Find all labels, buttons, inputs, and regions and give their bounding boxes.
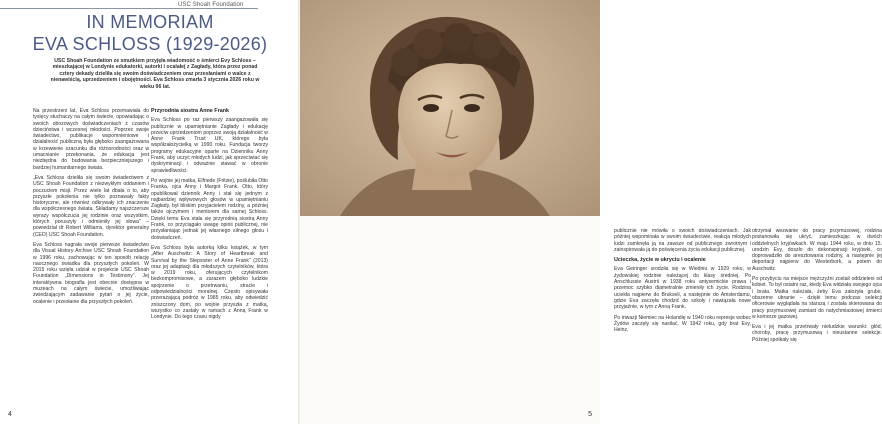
section-label: USC Shoah Foundation	[178, 2, 244, 8]
paragraph: Na przestrzeni lat, Eva Schloss przemawiała do tysięcy słuchaczy na całym świecie, opowiadając o swoich obozowych doświadczeniach z czasów dzieciństwa i wczesnej młodości. Poprzez swoje świadectwo, publikacje wspomnieniowe i działalność publiczną była głęboko zaangażowana w krzewienie szacunku dla różnorodności oraz w umacnianie przekonania, że edukacja jest niezbędna do budowania bezpieczniejszego i bardziej humanitarnego świata.	[33, 108, 149, 171]
paragraph: Eva Schloss po raz pierwszy zaangażowała się publicznie w upamiętnianie Zagłady i edukację przeciw uprzedzeniom poprzez swoją działalność w Anne Frank Trust UK, którego była współzałożycielką w 1990 roku. Fundacja tworzy programy edukacyjne oparte na Dzienniku Anny Frank, aby uczyć młodych ludzi, jak sprzeciwiać się dyskryminacji i odważnie stawać w obronie sprawiedliwości.	[151, 117, 268, 174]
left-page	[0, 0, 300, 424]
paragraph: Po przybyciu na miejsce mężczyźni zostali oddzieleni od kobiet. To był ostatni raz, kiedy Eva widziała swojego ojca i brata. Matka należała, żeby Eva założyła grube, obszerne ubranie – dzięki temu podczas selekcji oficerowie wyglądała na starszą i została skierowana do pracy przymusowej zamiast do natychmiastowej śmierci w komorze gazowej.	[752, 276, 882, 320]
section-heading: Przyrodnia siostra Anne Frank	[151, 108, 229, 114]
paragraph: publicznie nie mówiła o swoich doświadczeniach. Jak później wspominała w swoim świadectwie, reakcja młodych ludzi zamknęła ją na zawsze od publicznego zwrotnym i zainspirowała ją do poświęcenia życia edukacji publicznej.	[614, 228, 751, 253]
text-column-4	[752, 228, 882, 347]
paragraph: Eva Schloss była autorką kilku książek, w tym „After Auschwitz: A Story of Heartbreak and Survival by the Stepsister of Anne Frank” (2013) oraz jej adaptacji dla młodszych czytelników, która w 2019 roku, oferujących czytelnikom bezkompromisowe, a zarazem głęboko ludzkie spojrzenie o przetrwaniu, stracie i odpowiedzialności moralnej. Często opisywała przerażającą podróż w 1985 roku, aby odwiedzić zniszczony dom, po wojnie przyszła z matką, wszystko co zastały w ramach z Anną Frank w Londynie. Do tego czasu nigdy	[151, 244, 268, 321]
text-column-3	[614, 228, 751, 337]
article-title-line1: IN MEMORIAM	[86, 12, 214, 32]
right-page	[300, 0, 882, 424]
text-column-2	[151, 108, 268, 325]
header-rule	[0, 8, 258, 9]
text-column-1	[33, 108, 149, 309]
page-number-right: 5	[588, 411, 592, 418]
page-number-left: 4	[8, 411, 12, 418]
portrait-photo	[300, 0, 600, 216]
paragraph: Po inwazji Niemiec na Holandię w 1940 roku represje wobec Żydów zaczęły się nasilać. W 1942 roku, gdy brat Evy, Heinz,	[614, 314, 751, 334]
paragraph: Eva i jej matka przetrwały nieludzkie warunki: głód, choroby, pracę przymusową i nieustanne selekcje. Później spotkały się	[752, 324, 882, 343]
paragraph: „Eva Schloss dzieliła się swoim świadectwem z USC Shoah Foundation z niezwykłym oddaniem i poczuciem misji. Przez wiele lat dbała o to, aby przyszłe pokolenia nie tylko poznawały fakty historyczne, ale również odkrywały ich znaczenie dla współczesnego świata. Składamy najszczersze wyrazy współczucia jej rodzinie oraz wszystkim, których poruszyły i odmieniły jej słowa” – powiedział dr Robert Williams, dyrektor generalny (CEO) USC Shoah Foundation.	[33, 174, 149, 238]
article-lead: USC Shoah Foundation ze smutkiem przyjęła wiadomość o śmierci Evy Schloss – mieszkającej w Londynie edukatorki, autorki i ocalałej z Zagłady, która przez ponad cztery dekady dzieliła się swoim doświadczeniem oraz przesłaniami o walce z nienawiścią, uprzedzeniem i obojętności. Eva Schloss zmarła 3 stycznia 2026 roku w wieku 96 lat.	[50, 58, 260, 90]
paragraph: Eva Geiringer urodziła się w Wiedniu w 1929 roku, w żydowskiej rodzinie należącej do klasy średniej. Po Anschlussie Austrii w 1938 roku antysemickie prawa i przemoc szybko diametralnie zmieniły ich życie. Rodzina uciekła najpierw do Brukseli, a następnie do Amsterdamu, gdzie Eva zaczęła chodzić do szkoły i nawiązała nowe przyjaźnie, w tym z Anną Frank.	[614, 266, 751, 311]
paragraph: Po wojnie jej matka, Elfriede (Fritzie), poślubiła Otto Franka, ojca Anny i Margot Frank. Otto, który opublikował dziennik Anny i stał się jednym z najbardziej wpływowych głosów w upamiętnianiu Zagłady, był bliskim przyjacielem rodziny, a później także ojczymem i mentorem dla samej Schloss. Dzięki temu Eva stała się przyrodnią siostrą Anny Frank, co przyciągało uwagę opinii publicznej, nie przysłaniając jednak jej własnego silnego głosu i doświadczeń.	[151, 177, 268, 241]
article-title-line2: EVA SCHLOSS (1929-2026)	[32, 34, 268, 54]
section-heading: Ucieczka, życie w ukryciu i ocalenie	[614, 257, 706, 264]
paragraph: Eva Schloss nagrała swoje pierwsze świadectwo dla Visual History Archive USC Shoah Foundation w 1996 roku, zachowując w ten sposób relację naocznego świadka dla przyszłych pokoleń. W 2015 roku wzięła udział w projekcie USC Shoah Foundation „Dimensions in Testimony”. Jej interaktywna biografia jest obecnie dostępna w muzeach na całym świecie, umożliwiając zwiedzającym zadawanie pytań o jej życie, ocalenie i przesłanie dla przyszłych pokoleń.	[33, 241, 149, 305]
paragraph: otrzymał wezwanie do pracy przymusowej, rodzina postanowiła się ukryć, zamieszkując w dwóch oddzielnych kryjówkach. W maju 1944 roku, w dniu 15. urodzin Evy, doszło do dekonspiracji kryjówki, co doprowadziło do aresztowania rodziny, a następnie jej deportacji najpierw do Westerbork, a potem do Auschwitz.	[752, 228, 882, 272]
